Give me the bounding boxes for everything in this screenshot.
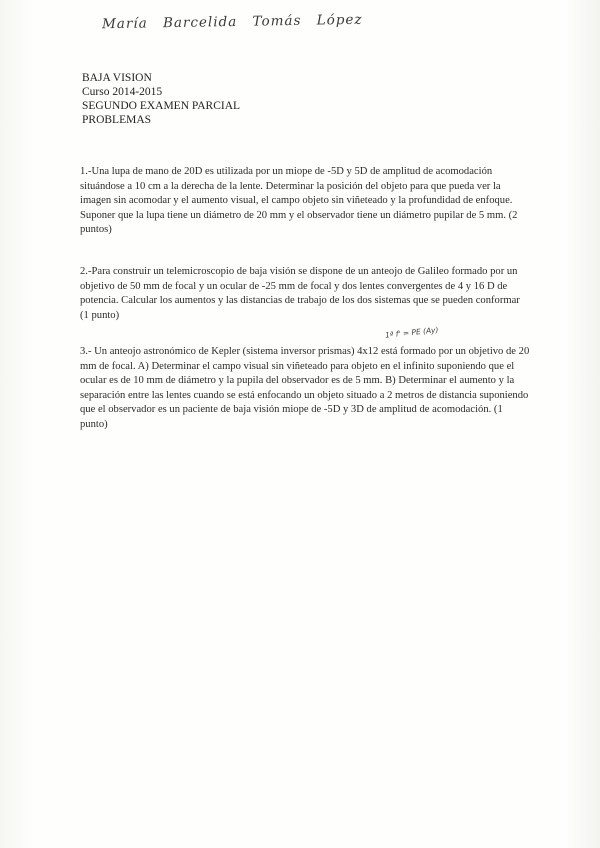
course-title: BAJA VISION bbox=[82, 72, 152, 84]
section-title: PROBLEMAS bbox=[82, 114, 152, 126]
student-name: María Barcelida Tomás López bbox=[101, 11, 363, 33]
course-year: Curso 2014-2015 bbox=[82, 86, 163, 98]
exam-header bbox=[82, 71, 240, 127]
exam-title: SEGUNDO EXAMEN PARCIAL bbox=[82, 100, 241, 112]
problem-1: 1.-Una lupa de mano de 20D es utilizada por un miope de -5D y 5D de amplitud de acomodación situándose a 10 cm a la derecha de la lente. Determinar la posición del objeto para que pueda ver la imagen sin acomodar y el aumento visual, el campo objeto sin viñeteado y la profundidad de enfoque. Suponer que la lupa tiene un diámetro de 20 mm y el observador tiene un diámetro pupilar de 5 mm. (2 puntos) bbox=[80, 166, 518, 235]
problem-2: 2.-Para construir un telemicroscopio de baja visión se dispone de un anteojo de Galileo formado por un objetivo de 50 mm de focal y un ocular de -25 mm de focal y dos lentes convergentes de 4 y 16 D de potencia. Calcular los aumentos y las distancias de trabajo de los dos sistemas que se pueden conformar (1 punto) bbox=[80, 266, 520, 321]
problem-3: 3.- Un anteojo astronómico de Kepler (sistema inversor prismas) 4x12 está formado por un objetivo de 20 mm de focal. A) Determinar el campo visual sin viñeteado para objeto en el infinito suponiendo que el ocular es de 10 mm de diámetro y la pupila del observador es de 5 mm. B) Determinar el aumento y la separación entre las lentes cuando se está enfocando un objeto situado a 2 metros de distancia suponiendo que el observador es un paciente de baja visión miope de -5D y 3D de amplitud de acomodación. (1 punto) bbox=[80, 346, 530, 430]
handwritten-annotation: 1ª f' = PE (Ay) bbox=[384, 325, 439, 340]
